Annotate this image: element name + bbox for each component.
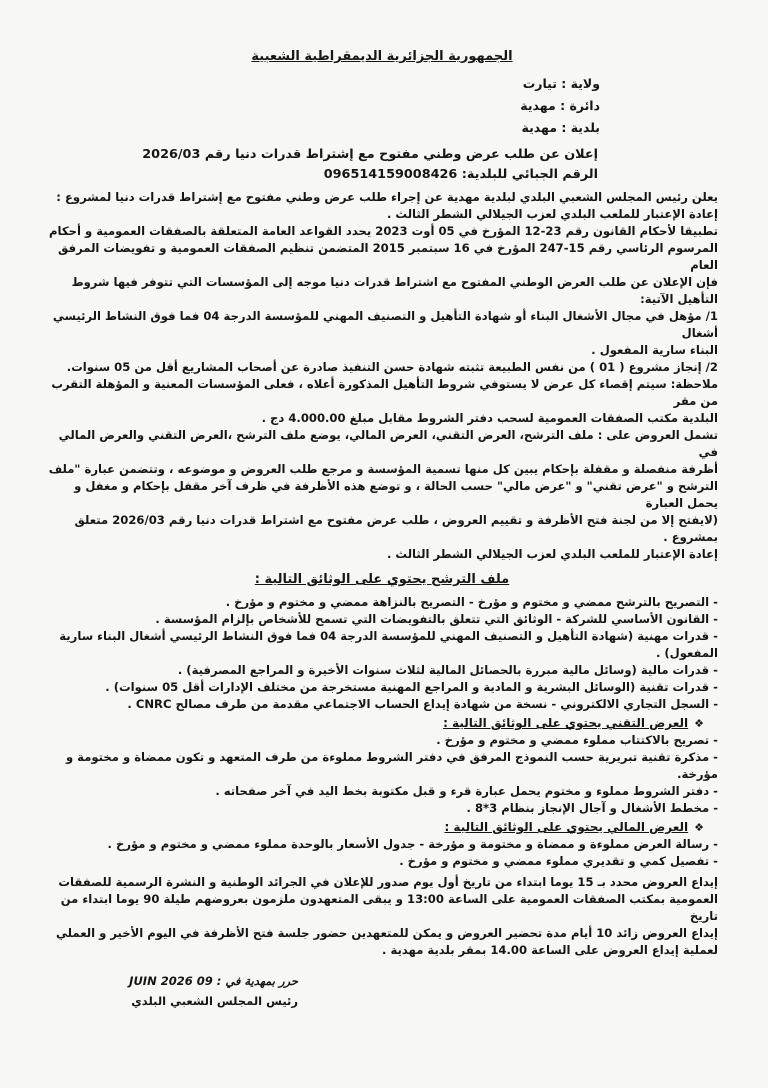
announcement-document (46, 40, 718, 1011)
body-line: الترشح و "عرض تقني" و "عرض مالي" حسب الحالة ، و توضع هذه الأظرفة في ظرف آخر مقفل بإحكام و مغفل و يحمل العبارة (74, 479, 718, 510)
daira-line: دائرة : مهدية (520, 98, 600, 113)
candidacy-list (46, 594, 718, 713)
announcement-title-block (46, 145, 718, 185)
announcement-title: إعلان عن طلب عرض وطني مفتوح مع إشتراط قدرات دنيا رقم 2026/03 (142, 147, 598, 162)
list-item: - السجل التجاري الالكتروني - نسخة من شهادة إيداع الحساب الاجتماعي مقدمة من طرف مصالح CNRC . (127, 697, 718, 711)
republic-header: الجمهورية الجزائرية الديمقراطية الشعبية (251, 49, 513, 64)
signatory-title: رئيس المجلس الشعبي البلدي (131, 994, 298, 1008)
list-item: - قدرات تقنية (الوسائل البشرية و المادية و المراجع المهنية مستخرجة من مختلف الإدارات أقل 05 سنوات) . (105, 680, 718, 694)
financial-title: العرض المالي يحتوي على الوثائق التالية : (444, 820, 689, 834)
closing-line: العمومية بمكتب الصفقات العمومية على الساعة 13:00 و يبقى المتعهدون ملزمون بعروضهم طيلة 90 يوما ابتداء من تاريخ (60, 892, 718, 923)
list-item: - رسالة العرض مملوءة و ممضاة و مختومة و مؤرخة - جدول الأسعار بالوحدة مملوء ممضي و مختوم و مؤرخ . (107, 837, 718, 851)
list-item: - القانون الأساسي للشركة - الوثائق التي تتعلق بالتفويضات التي تسمح للأشخاص بإلزام المؤسسة . (155, 612, 718, 626)
list-item: - قدرات مهنية (شهادة التأهيل و التصنيف المهني للمؤسسة الدرجة 04 فما فوق النشاط الرئيسي أشغال البناء سارية المفعول) . (59, 629, 718, 660)
financial-heading (46, 819, 718, 836)
body-line: إعادة الإعتبار للملعب البلدي لعزب الجيلالي الشطر الثالث . (386, 547, 718, 561)
admin-block (46, 73, 718, 139)
body-line: 2/ إنجاز مشروع ( 01 ) من نفس الطبيعة تثبته شهادة حسن التنفيذ صادرة عن أصحاب المشاريع أقل من 05 سنوات. (66, 360, 718, 374)
list-item: - تفصيل كمي و تقديري مملوء ممضي و مختوم و مؤرخ . (399, 854, 718, 868)
body-line: فإن الإعلان عن طلب العرض الوطني المفتوح مع اشتراط قدرات دنيا موجه إلى المؤسسات التي تتوفر فيها شروط التأهيل الآتية: (71, 275, 718, 306)
closing-text (46, 874, 718, 959)
list-item: - مذكرة تقنية تبريرية حسب النموذج المرفق في دفتر الشروط مملوءة من طرف المتعهد و تكون ممضاة و مختومة و مؤرخة. (65, 750, 718, 781)
body-line: تشمل العروض على : ملف الترشح، العرض التقني، العرض المالي، يوضع ملف الترشح ،العرض التقني والعرض المالي في (58, 428, 718, 459)
list-item: - قدرات مالية (وسائل مالية مبررة بالحصائل المالية لثلاث سنوات الأخيرة و المراجع المصرفية) . (177, 663, 718, 677)
list-item: - دفتر الشروط مملوء و مختوم يحمل عبارة قرء و قبل مكتوبة بخط اليد في آخر صفحاته . (215, 784, 718, 798)
place-date: حرر بمهدية في : 09 JUIN 2026 (129, 974, 298, 988)
body-line: تطبيقا لأحكام القانون رقم 23-12 المؤرخ في 05 أوت 2023 يحدد القواعد العامة المتعلقة بالصفقات العمومية و أحكام (49, 224, 718, 238)
body-line: يعلن رئيس المجلس الشعبي البلدي لبلدية مهدية عن إجراء طلب عرض وطني مفتوح مع إشتراط قدرات دنيا لمشروع : (56, 190, 718, 204)
technical-title: العرض التقني يحتوي على الوثائق التالية : (443, 716, 689, 730)
closing-line: إيداع العروض زائد 10 أيام مدة تحضير العروض و يمكن للمتعهدين حضور جلسة فتح الأظرفة في اليوم الأخير و العملي (55, 926, 718, 940)
body-line: ملاحظة: سيتم إقصاء كل عرض لا يستوفي شروط التأهيل المذكورة أعلاه ، فعلى المؤسسات المعنية و المؤهلة التقرب من مقر (51, 377, 718, 408)
wilaya-line: ولاية : تيارت (522, 76, 600, 91)
body-text (46, 189, 718, 563)
list-item: - تصريح بالاكتتاب مملوء ممضي و مختوم و مؤرخ . (436, 733, 718, 747)
signature-block (46, 971, 718, 1011)
diamond-bullet-icon: ❖ (694, 821, 704, 834)
technical-list (46, 732, 718, 817)
body-line: (لايفتح إلا من لجنة فتح الأظرفة و تقييم العروض ، طلب عرض مفتوح مع اشتراط قدرات دنيا رقم 2026/03 متعلق بمشروع . (74, 513, 718, 544)
candidacy-title: ملف الترشح يحتوي على الوثائق التالية : (254, 572, 510, 587)
body-line: 1/ مؤهل في مجال الأشغال البناء أو شهادة التأهيل و التصنيف المهني للمؤسسة الدرجة 04 فما فوق النشاط الرئيسي أشغال (52, 309, 718, 340)
body-line: البناء سارية المفعول . (591, 343, 718, 357)
technical-heading (46, 715, 718, 732)
closing-line: إيداع العروض محدد بـ 15 يوما ابتداء من تاريخ أول يوم صدور للإعلان في الجرائد الوطنية و النشرة الرسمية للصفقات (58, 875, 718, 889)
list-item: - مخطط الأشغال و آجال الإنجاز بنظام 3*8 . (466, 801, 718, 815)
closing-line: لعملية إيداع العروض على الساعة 14.00 بمقر بلدية مهدية . (382, 943, 718, 957)
body-line: المرسوم الرئاسي رقم 15-247 المؤرخ في 16 سبتمبر 2015 المتضمن تنظيم الصفقات العمومية و تفويضات المرفق العام (58, 241, 718, 272)
body-line: البلدية مكتب الصفقات العمومية لسحب دفتر الشروط مقابل مبلغ 4.000.00 دج . (261, 411, 718, 425)
body-line: أظرفة منفصلة و مقفلة بإحكام يبين كل منها تسمية المؤسسة و مرجع طلب العروض و موضوعه ، وتتضمن عبارة "ملف (48, 462, 718, 476)
tax-id-line: الرقم الجبائي للبلدية: 096514159008426 (323, 167, 598, 182)
diamond-bullet-icon: ❖ (694, 717, 704, 730)
baladiya-line: بلدية : مهدية (521, 120, 600, 135)
list-item: - التصريح بالترشح ممضي و مختوم و مؤرخ - التصريح بالنزاهة ممضي و مختوم و مؤرخ . (225, 595, 718, 609)
body-line: إعادة الإعتبار للملعب البلدي لعزب الجيلالي الشطر الثالث . (386, 207, 718, 221)
financial-list (46, 836, 718, 870)
